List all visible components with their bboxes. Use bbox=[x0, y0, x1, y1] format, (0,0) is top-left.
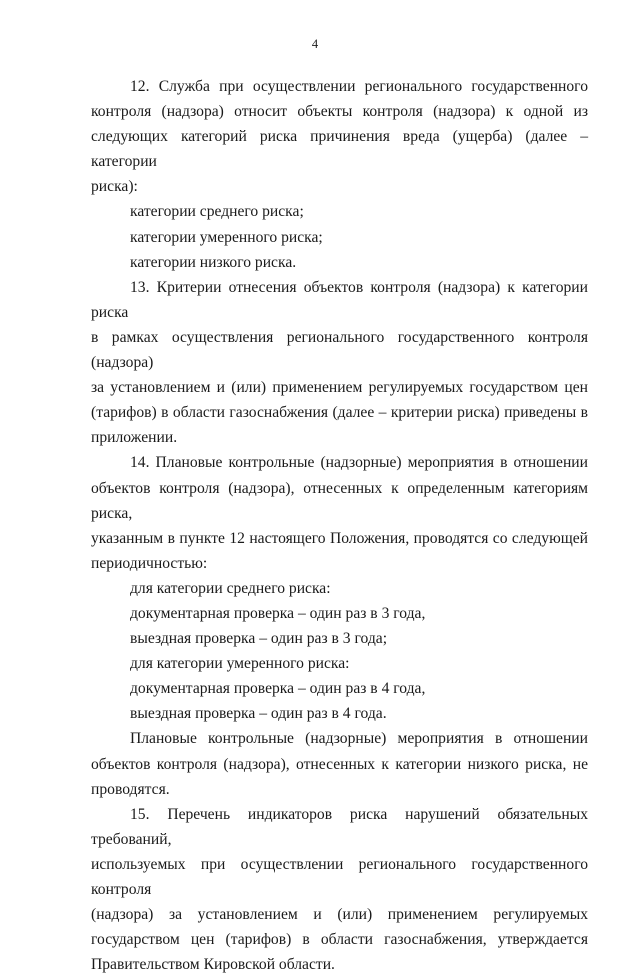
paragraph-15 bbox=[91, 802, 588, 977]
paragraph-15-line: государством цен (тарифов) в области газоснабжения, утверждается bbox=[91, 931, 588, 949]
paragraph-12-line: следующих категорий риска причинения вреда (ущерба) (далее – категории bbox=[91, 128, 588, 171]
list-item: категории умеренного риска; bbox=[130, 228, 323, 246]
paragraph-13 bbox=[91, 275, 588, 451]
paragraph-14-tail-line: Плановые контрольные (надзорные) мероприятия в отношении bbox=[130, 730, 588, 748]
paragraph-12-line: риска): bbox=[91, 178, 138, 196]
paragraph-15-line: (надзора) за установлением и (или) применением регулируемых bbox=[91, 906, 588, 924]
list-item: для категории среднего риска: bbox=[130, 579, 331, 597]
document-body bbox=[91, 74, 588, 977]
paragraph-14-continuation bbox=[91, 726, 588, 801]
paragraph-13-line: (тарифов) в области газоснабжения (далее – критерии риска) приведены в bbox=[91, 404, 588, 422]
paragraph-12 bbox=[91, 74, 588, 199]
risk-category-list bbox=[91, 199, 588, 274]
list-item: документарная проверка – один раз в 3 года, bbox=[130, 604, 426, 622]
paragraph-14-tail-line: объектов контроля (надзора), отнесенных к категории низкого риска, не bbox=[91, 755, 588, 773]
paragraph-12-line: контроля (надзора) относит объекты контроля (надзора) к одной из bbox=[91, 103, 588, 121]
paragraph-13-line: приложении. bbox=[91, 429, 178, 447]
paragraph-14-line: 14. Плановые контрольные (надзорные) мероприятия в отношении bbox=[130, 454, 588, 472]
paragraph-15-line: Правительством Кировской области. bbox=[91, 956, 335, 974]
list-item: категории среднего риска; bbox=[130, 203, 304, 221]
paragraph-12-line: 12. Служба при осуществлении регионального государственного bbox=[130, 78, 588, 95]
list-item: документарная проверка – один раз в 4 года, bbox=[130, 680, 426, 698]
paragraph-15-line: 15. Перечень индикаторов риска нарушений обязательных требований, bbox=[91, 805, 588, 848]
paragraph-14-tail-line: проводятся. bbox=[91, 780, 170, 798]
page-number: 4 bbox=[311, 37, 319, 51]
list-item: выездная проверка – один раз в 4 года. bbox=[130, 705, 387, 723]
paragraph-13-line: за установлением и (или) применением регулируемых государством цен bbox=[91, 379, 588, 397]
paragraph-14-line: периодичностью: bbox=[91, 554, 208, 572]
paragraph-14-line: объектов контроля (надзора), отнесенных к определенным категориям риска, bbox=[91, 479, 588, 522]
paragraph-15-line: используемых при осуществлении регионального государственного контроля bbox=[91, 855, 588, 898]
paragraph-14 bbox=[91, 450, 588, 575]
paragraph-13-line: 13. Критерии отнесения объектов контроля (надзора) к категории риска bbox=[91, 278, 588, 321]
list-item: выездная проверка – один раз в 3 года; bbox=[130, 630, 388, 648]
list-item: для категории умеренного риска: bbox=[130, 655, 350, 673]
inspection-schedule-list bbox=[91, 576, 588, 727]
paragraph-14-line: указанным в пункте 12 настоящего Положения, проводятся со следующей bbox=[91, 529, 588, 547]
list-item: категории низкого риска. bbox=[130, 253, 297, 271]
paragraph-13-line: в рамках осуществления регионального государственного контроля (надзора) bbox=[91, 328, 588, 372]
